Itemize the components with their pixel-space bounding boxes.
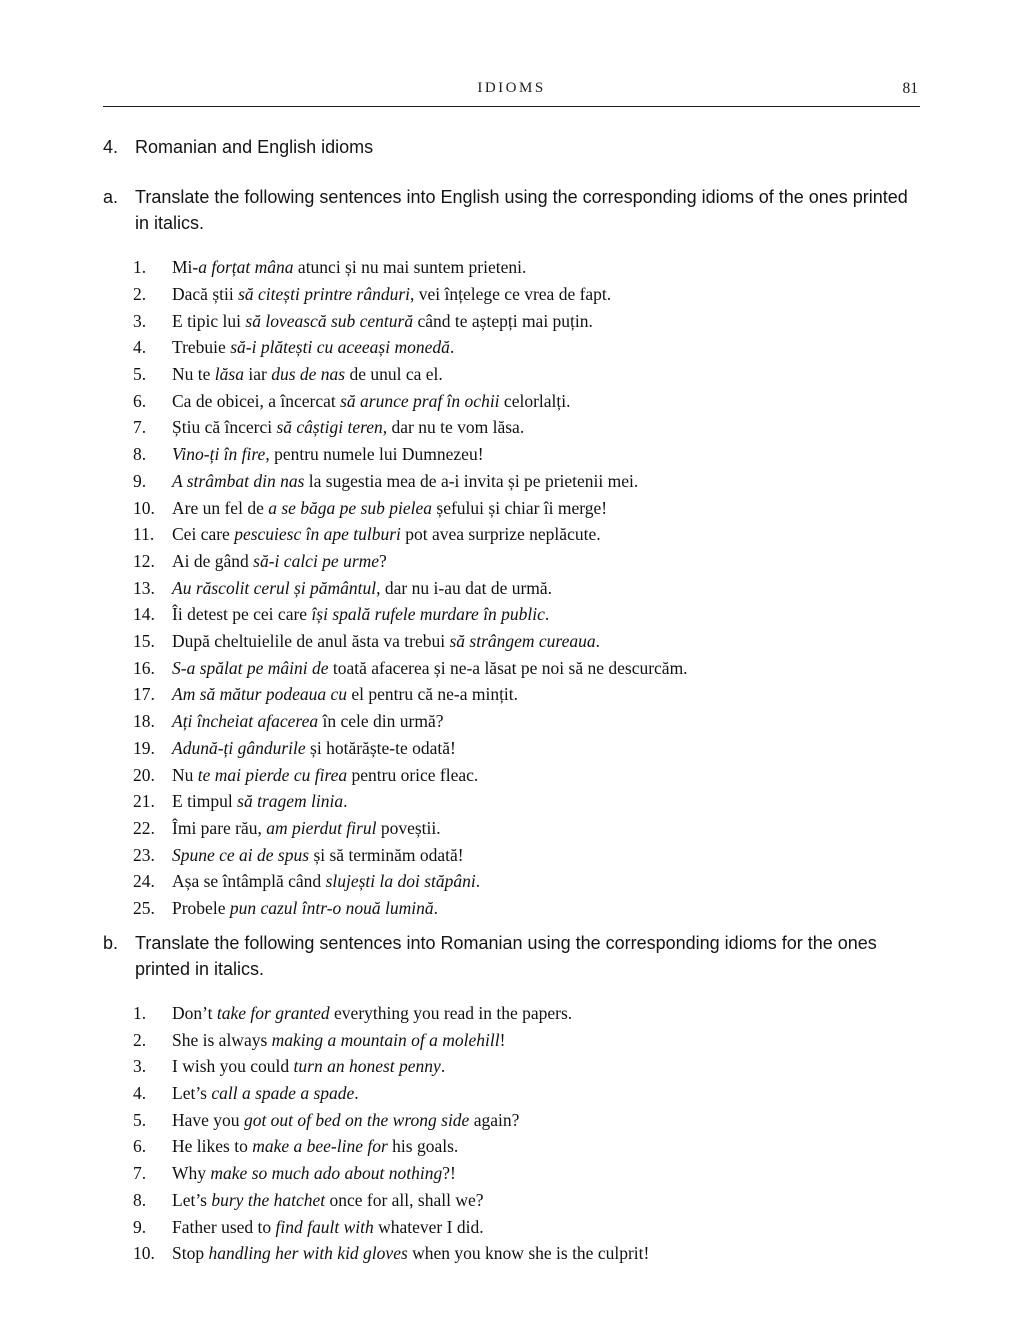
- item-text: Știu că încerci să câștigi teren, dar nu te vom lăsa.: [172, 417, 525, 438]
- list-item: [133, 1000, 920, 1027]
- item-number: 9.: [133, 470, 147, 491]
- item-number: 1.: [133, 1002, 147, 1023]
- list-item: [133, 1240, 920, 1267]
- item-number: 4.: [133, 337, 147, 358]
- item-number: 23.: [133, 844, 155, 865]
- header-rule: [103, 106, 920, 107]
- list-item: [133, 815, 920, 842]
- list-item: [133, 1080, 920, 1107]
- list-item: [133, 495, 920, 522]
- section-a-heading: [103, 184, 920, 236]
- item-number: 24.: [133, 871, 155, 892]
- list-item: [133, 1187, 920, 1214]
- item-text: Cei care pescuiesc în ape tulburi pot avea surprize neplăcute.: [172, 524, 601, 545]
- exercise-number: 4.: [103, 137, 119, 157]
- item-text: Ai de gând să-i calci pe urme?: [172, 550, 387, 571]
- item-text: Dacă știi să citești printre rânduri, vei înțelege ce vrea de fapt.: [172, 283, 612, 304]
- list-item: [133, 628, 920, 655]
- list-item: [133, 655, 920, 682]
- list-item: [133, 601, 920, 628]
- list-item: [133, 1214, 920, 1241]
- item-number: 13.: [133, 577, 155, 598]
- item-text: Nu te lăsa iar dus de nas de unul ca el.: [172, 364, 443, 384]
- item-number: 2.: [133, 1029, 147, 1050]
- list-item: [133, 842, 920, 869]
- item-text: Probele pun cazul într-o nouă lumină.: [172, 898, 439, 919]
- section-b-items: [133, 1000, 920, 1267]
- section-b-label: b.: [103, 932, 119, 953]
- list-item: [133, 281, 920, 308]
- item-text: Let’s call a spade a spade.: [172, 1083, 359, 1104]
- list-item: [133, 788, 920, 815]
- item-text: Mi-a forțat mâna atunci și nu mai suntem prieteni.: [172, 257, 527, 278]
- item-number: 16.: [133, 657, 155, 678]
- item-number: 14.: [133, 604, 155, 625]
- item-number: 2.: [133, 283, 147, 304]
- item-number: 25.: [133, 898, 155, 919]
- item-number: 10.: [133, 1243, 155, 1264]
- exercise-heading: [103, 137, 920, 158]
- list-item: [133, 1053, 920, 1080]
- item-text: She is always making a mountain of a molehill!: [172, 1029, 506, 1050]
- item-text: Au răscolit cerul și pământul, dar nu i-au dat de urmă.: [172, 577, 553, 598]
- list-item: [133, 681, 920, 708]
- item-number: 19.: [133, 737, 155, 758]
- item-number: 6.: [133, 1136, 147, 1157]
- list-item: [133, 521, 920, 548]
- item-text: Stop handling her with kid gloves when you know she is the culprit!: [172, 1243, 650, 1264]
- item-text: Trebuie să-i plătești cu aceeași monedă.: [172, 337, 455, 358]
- section-a-instruction: Translate the following sentences into English using the corresponding idioms of the ones printed in italics.: [135, 187, 908, 234]
- item-text: Have you got out of bed on the wrong side again?: [172, 1109, 520, 1130]
- item-text: Father used to find fault with whatever I did.: [172, 1216, 484, 1237]
- item-number: 7.: [133, 1163, 147, 1184]
- section-a-label: a.: [103, 187, 119, 207]
- item-number: 8.: [133, 444, 147, 465]
- item-number: 18.: [133, 711, 155, 732]
- exercise-title: Romanian and English idioms: [135, 137, 374, 157]
- item-number: 1.: [133, 257, 147, 278]
- item-text: Am să mătur podeaua cu el pentru că ne-a mințit.: [172, 684, 519, 705]
- list-item: [133, 1133, 920, 1160]
- list-item: [133, 548, 920, 575]
- item-text: Adună-ți gândurile și hotărăște-te odată!: [172, 737, 456, 758]
- running-header: [103, 80, 920, 100]
- section-b-instruction: Translate the following sentences into Romanian using the corresponding idioms for the ones printed in italics.: [135, 932, 877, 979]
- item-text: Ați încheiat afacerea în cele din urmă?: [172, 711, 444, 732]
- list-item: [133, 868, 920, 895]
- list-item: [133, 308, 920, 335]
- list-item: [133, 334, 920, 361]
- item-text: S-a spălat pe mâini de toată afacerea și ne-a lăsat pe noi să ne descurcăm.: [172, 657, 688, 678]
- item-text: După cheltuielile de anul ăsta va trebui să strângem cureaua.: [172, 631, 600, 652]
- item-text: Why make so much ado about nothing?!: [172, 1163, 456, 1184]
- section-a-items: [133, 254, 920, 922]
- page-number: 81: [902, 80, 918, 97]
- list-item: [133, 895, 920, 922]
- item-number: 9.: [133, 1216, 147, 1237]
- item-number: 11.: [133, 524, 155, 545]
- item-number: 22.: [133, 817, 155, 838]
- item-number: 17.: [133, 684, 155, 705]
- item-text: I wish you could turn an honest penny.: [172, 1056, 446, 1077]
- item-text: Are un fel de a se băga pe sub pielea șefului și chiar îi merge!: [172, 497, 608, 518]
- item-number: 12.: [133, 550, 155, 571]
- list-item: [133, 388, 920, 415]
- item-number: 3.: [133, 310, 147, 331]
- item-text: A strâmbat din nas la sugestia mea de a-i invita și pe prietenii mei.: [172, 470, 639, 491]
- list-item: [133, 762, 920, 789]
- list-item: [133, 361, 920, 388]
- item-text: Așa se întâmplă când slujești la doi stăpâni.: [172, 871, 481, 892]
- item-number: 10.: [133, 497, 155, 518]
- item-number: 4.: [133, 1083, 147, 1104]
- list-item: [133, 1107, 920, 1134]
- item-text: Vino-ți în fire, pentru numele lui Dumnezeu!: [172, 444, 484, 465]
- item-number: 6.: [133, 390, 147, 411]
- item-text: Spune ce ai de spus și să terminăm odată!: [172, 844, 464, 865]
- item-number: 20.: [133, 764, 155, 785]
- chapter-title: IDIOMS: [477, 80, 546, 96]
- list-item: [133, 254, 920, 281]
- item-text: Nu te mai pierde cu firea pentru orice fleac.: [172, 764, 479, 785]
- item-text: E tipic lui să lovească sub centură când te aștepți mai puțin.: [172, 310, 593, 331]
- item-text: He likes to make a bee-line for his goals.: [172, 1136, 459, 1157]
- item-number: 7.: [133, 417, 147, 438]
- item-number: 15.: [133, 631, 155, 652]
- item-number: 5.: [133, 364, 147, 384]
- item-number: 3.: [133, 1056, 147, 1077]
- item-text: Let’s bury the hatchet once for all, shall we?: [172, 1189, 484, 1210]
- list-item: [133, 708, 920, 735]
- list-item: [133, 1160, 920, 1187]
- section-b-heading: [103, 930, 920, 982]
- list-item: [133, 575, 920, 602]
- item-text: Îi detest pe cei care își spală rufele murdare în public.: [172, 604, 550, 625]
- item-text: Don’t take for granted everything you read in the papers.: [172, 1002, 573, 1023]
- item-text: Ca de obicei, a încercat să arunce praf în ochii celorlalți.: [172, 390, 571, 411]
- list-item: [133, 735, 920, 762]
- list-item: [133, 468, 920, 495]
- item-text: Îmi pare rău, am pierdut firul poveștii.: [172, 817, 441, 838]
- item-number: 8.: [133, 1189, 147, 1210]
- item-number: 21.: [133, 791, 155, 812]
- list-item: [133, 414, 920, 441]
- item-number: 5.: [133, 1109, 147, 1130]
- list-item: [133, 441, 920, 468]
- list-item: [133, 1027, 920, 1054]
- item-text: E timpul să tragem linia.: [172, 791, 348, 812]
